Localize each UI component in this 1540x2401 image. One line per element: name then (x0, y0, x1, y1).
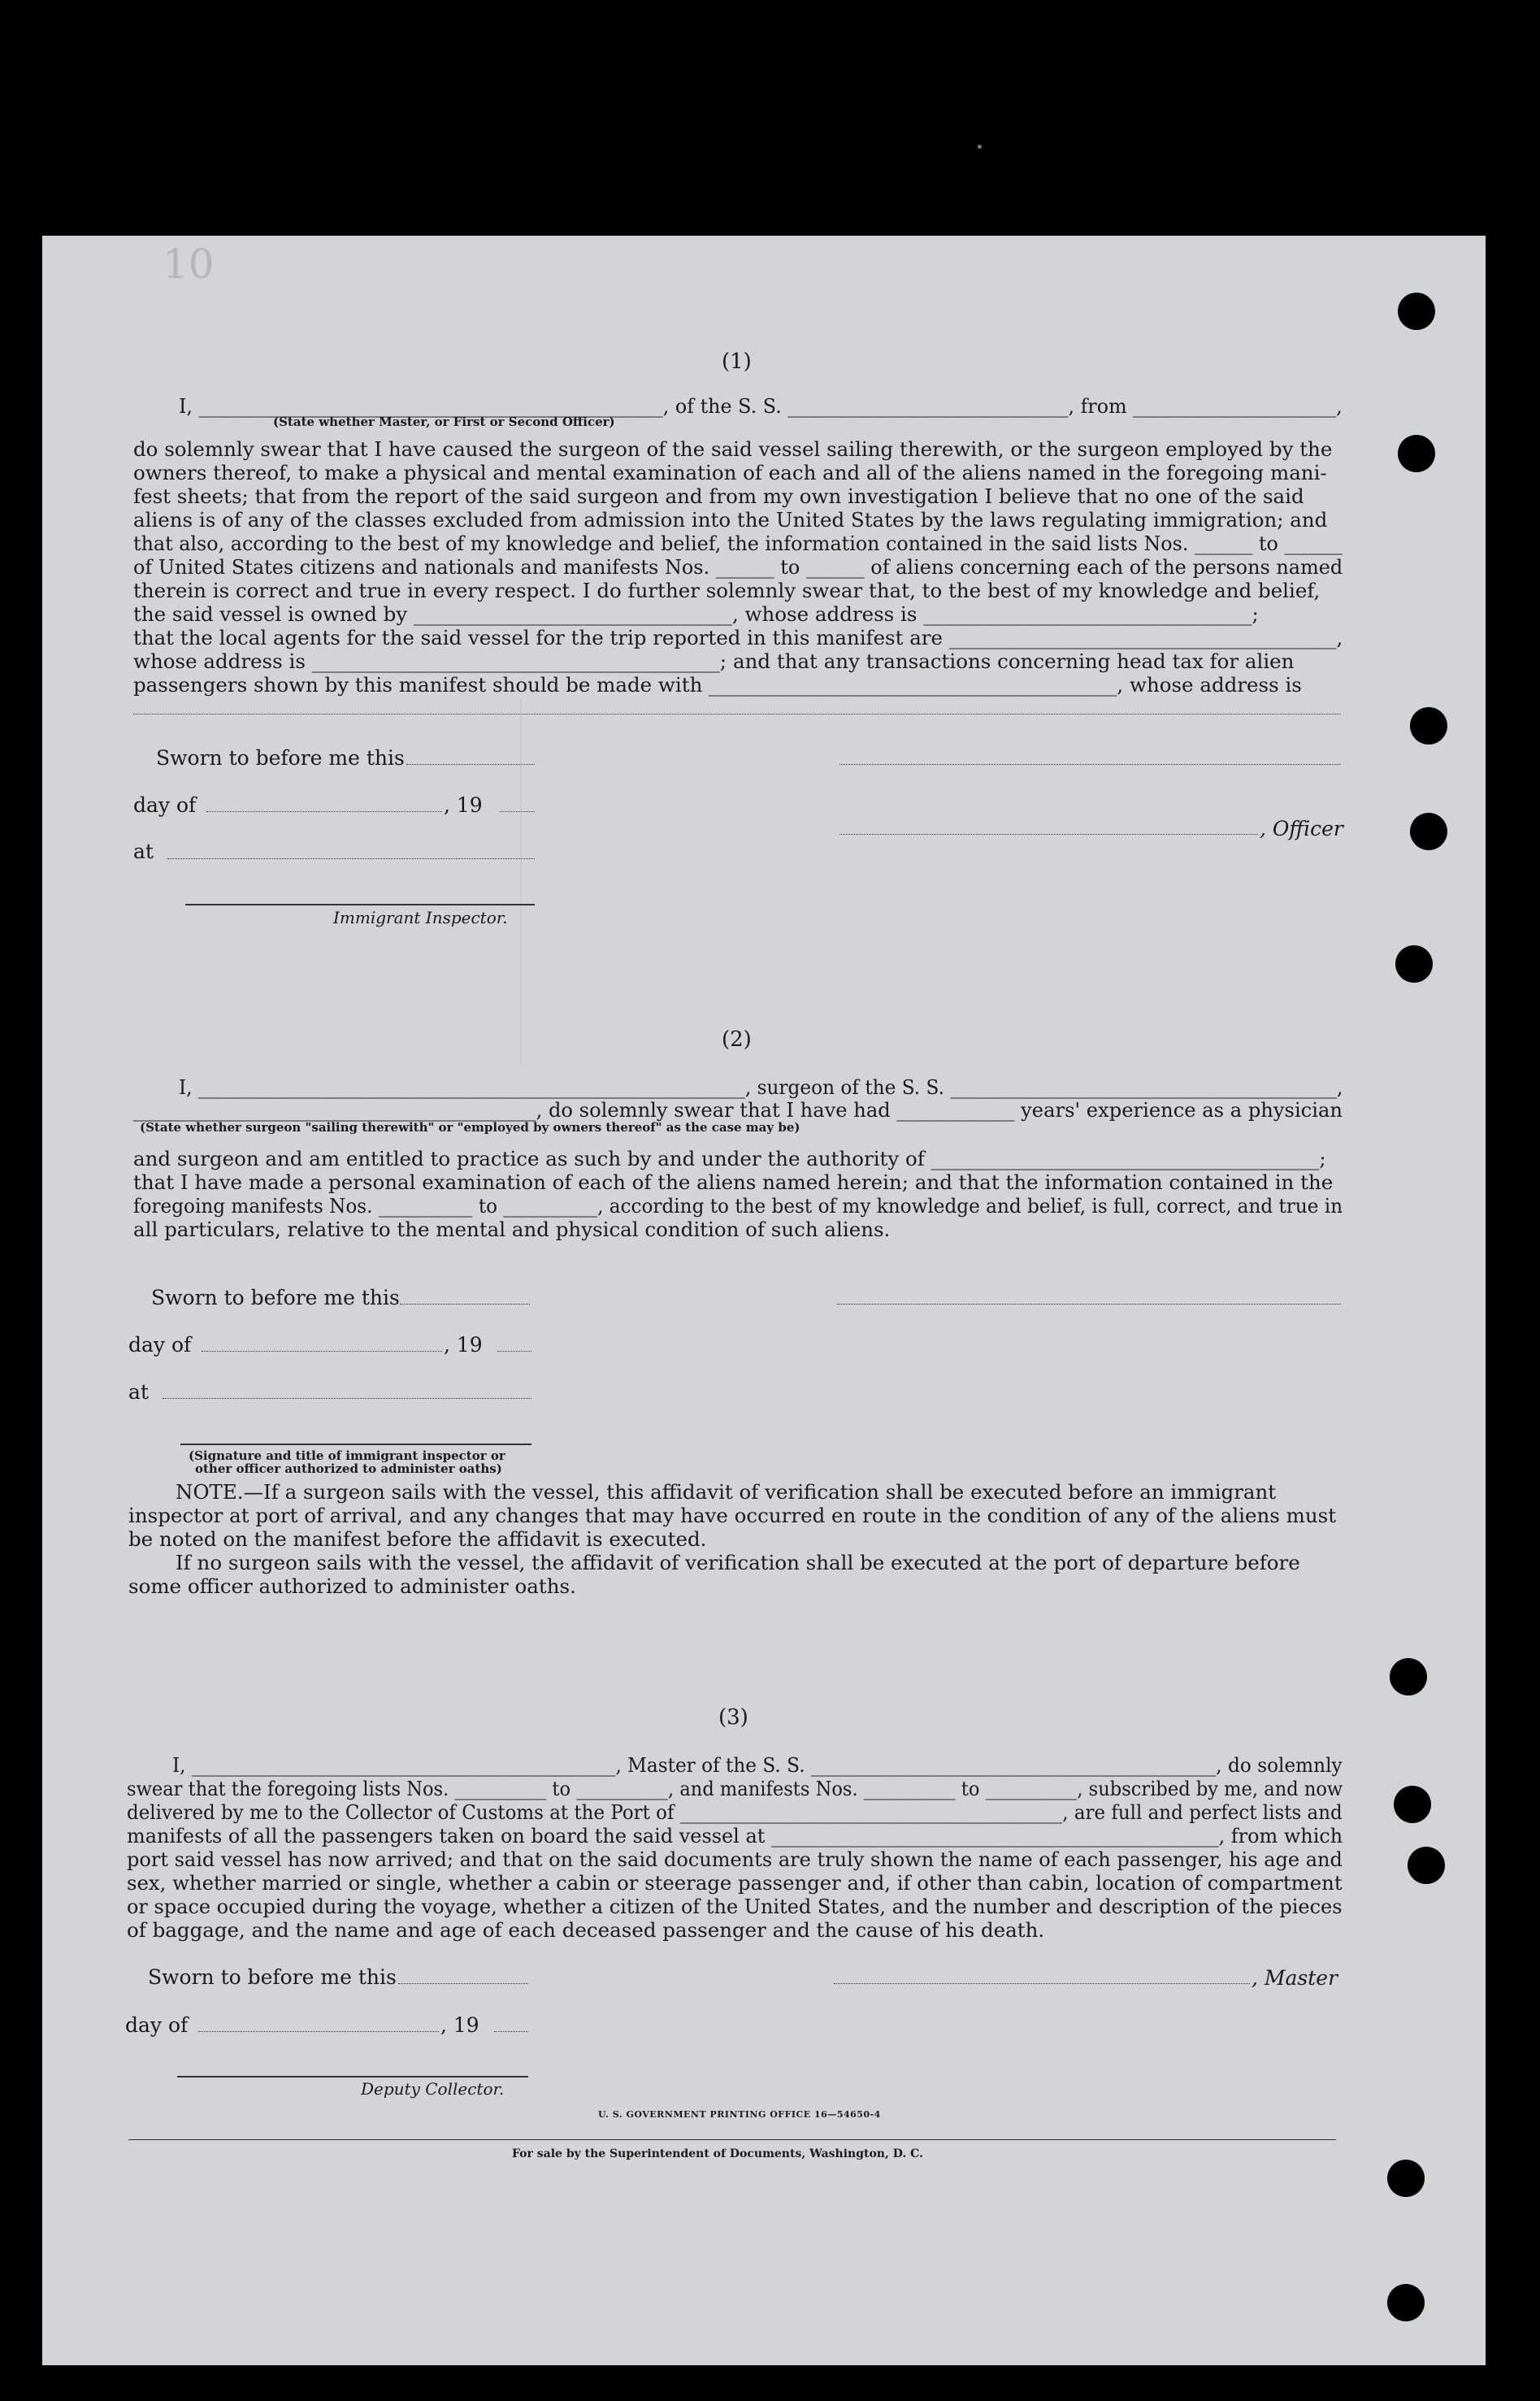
section2-sworn-label: Sworn to before me this (151, 1286, 400, 1309)
section1-sworn-line (406, 764, 535, 765)
binder-hole (1398, 435, 1435, 472)
binder-hole (1398, 293, 1435, 330)
section1-officer-line (839, 834, 1258, 835)
section3-deputy-line (177, 2076, 528, 2078)
section2-line-5: foregoing manifests Nos. __________ to __________, according to the best of my knowledge and belief, is full, correct, and true in (133, 1194, 1343, 1218)
section1-line-12: passengers shown by this manifest should be made with _________________________________________, whose address is (133, 673, 1302, 697)
section3-day-line (198, 2031, 439, 2032)
section2-signature-line (837, 1304, 1341, 1305)
section1-line-5: aliens is of any of the classes excluded from admission into the United States by the laws regulating immigration; and (133, 508, 1328, 532)
section1-sworn-label: Sworn to before me this (156, 746, 405, 770)
note-line-2: inspector at port of arrival, and any changes that may have occurred en route in the condition of any of the aliens must (128, 1504, 1337, 1527)
binder-hole (1390, 1658, 1427, 1695)
section1-officer-label: , Officer (1260, 817, 1343, 840)
section3-master-label: , Master (1252, 1966, 1338, 1990)
section2-day-line (202, 1351, 442, 1352)
binder-hole (1410, 707, 1447, 745)
section3-line-5: port said vessel has now arrived; and that on the said documents are truly shown the name of each passenger, his age and (127, 1847, 1343, 1871)
section3-day-of-label: day of (125, 2013, 189, 2037)
footer-text: For sale by the Superintendent of Documents, Washington, D. C. (512, 2147, 923, 2160)
section3-year-line (494, 2031, 528, 2032)
section1-line-4: fest sheets; that from the report of the said surgeon and from my own investigation I believe that no one of the said (133, 484, 1304, 508)
bleed-through-block (520, 699, 684, 1065)
binder-hole (1395, 945, 1433, 983)
binder-hole (1408, 1847, 1445, 1884)
section2-line-6: all particulars, relative to the mental and physical condition of such aliens. (133, 1218, 891, 1241)
section2-line-2: _________________________________________, do solemnly swear that I have had ____________ years' experience as a physician (133, 1098, 1343, 1122)
section1-line-6: that also, according to the best of my knowledge and belief, the information contained in the said lists Nos. ______ to ______ (133, 532, 1343, 555)
section1-line-7: of United States citizens and nationals and manifests Nos. ______ to ______ of aliens concerning each of the persons named (133, 555, 1343, 579)
section1-year-line (500, 811, 535, 812)
section3-line-8: of baggage, and the name and age of each deceased passenger and the cause of his death. (127, 1918, 1045, 1942)
section2-year-line (497, 1351, 531, 1352)
binder-hole (1394, 1786, 1431, 1823)
section3-master-line (834, 1983, 1250, 1984)
section3-line-1: I, _____________________________________________, Master of the S. S. ___________________________________________, do solemnly (172, 1753, 1343, 1777)
footer-rule (128, 2139, 1336, 2140)
section1-day-line (206, 811, 442, 812)
section3-line-7: or space occupied during the voyage, whether a citizen of the United States, and the number and description of the pieces (127, 1895, 1343, 1918)
note-line-5: some officer authorized to administer oaths. (128, 1574, 576, 1598)
section1-at-line (167, 858, 535, 859)
section3-line-2: swear that the foregoing lists Nos. __________ to __________, and manifests Nos. __________ to __________, subscribed by me, and now (127, 1777, 1343, 1800)
section2-at-line (163, 1398, 531, 1399)
section1-inspector-label: Immigrant Inspector. (333, 908, 508, 927)
section1-heading: (1) (722, 350, 752, 374)
section3-heading: (3) (718, 1705, 748, 1730)
section1-line-11: whose address is _________________________________________; and that any transactions concerning head tax for alien (133, 649, 1295, 673)
binder-hole (1410, 813, 1447, 850)
section1-year-label: , 19 (444, 793, 483, 817)
section2-signature-rule (180, 1444, 531, 1445)
section1-line-1: I, ________________________________________________, of the S. S. _____________________________, from _____________________, (179, 394, 1343, 418)
section1-line-9: the said vessel is owned by ________________________________, whose address is _________________________________; (133, 602, 1259, 626)
note-line-3: be noted on the manifest before the affidavit is executed. (128, 1527, 707, 1551)
section2-heading: (2) (722, 1027, 752, 1052)
note-line-4: If no surgeon sails with the vessel, the affidavit of verification shall be executed at the port of departure before (176, 1551, 1300, 1574)
section1-inspector-line (185, 904, 535, 905)
section2-line-3: and surgeon and am entitled to practice as such by and under the authority of _______________________________________; (133, 1147, 1326, 1170)
section3-year-label: , 19 (440, 2013, 479, 2037)
section1-at-label: at (133, 840, 154, 863)
section1-line-10: that the local agents for the said vessel for the trip reported in this manifest are _______________________________________, (133, 626, 1343, 649)
corner-number: 10 (163, 241, 215, 288)
section3-deputy-label: Deputy Collector. (361, 2079, 505, 2099)
gpo-line: U. S. GOVERNMENT PRINTING OFFICE 16—54650-4 (598, 2109, 881, 2120)
binder-hole (1387, 2160, 1425, 2197)
section1-line-3: owners thereof, to make a physical and mental examination of each and all of the aliens named in the foregoing mani- (133, 461, 1327, 484)
section3-line-3: delivered by me to the Collector of Customs at the Port of _________________________________________, are full and perfect lists and (127, 1800, 1343, 1824)
section3-sworn-line (398, 1983, 528, 1984)
section2-caption: (State whether surgeon "sailing therewith" or "employed by owners thereof" as the case may be) (140, 1120, 800, 1135)
section2-sig-caption-2: other officer authorized to administer oaths) (195, 1461, 502, 1476)
section2-day-of-label: day of (128, 1333, 192, 1357)
section1-officer-signature-line-top (839, 764, 1341, 765)
binder-hole (1387, 2284, 1425, 2321)
section2-line-4: that I have made a personal examination of each of the aliens named herein; and that the information contained in the (133, 1170, 1334, 1194)
speck (978, 145, 982, 149)
section2-line-1: I, __________________________________________________________, surgeon of the S. S. _________________________________________, (179, 1075, 1343, 1099)
section2-year-label: , 19 (444, 1333, 483, 1357)
section1-caption: (State whether Master, or First or Second Officer) (273, 415, 615, 429)
section1-line-8: therein is correct and true in every respect. I do further solemnly swear that, to the best of my knowledge and belief, (133, 579, 1321, 602)
section1-line-2: do solemnly swear that I have caused the surgeon of the said vessel sailing therewith, or the surgeon employed by the (133, 437, 1333, 461)
note-line-1: NOTE.—If a surgeon sails with the vessel, this affidavit of verification shall be executed before an immigrant (176, 1480, 1277, 1504)
section3-sworn-label: Sworn to before me this (148, 1965, 397, 1989)
section2-sig-caption-1: (Signature and title of immigrant inspector or (189, 1448, 505, 1463)
section1-day-of-label: day of (133, 793, 197, 817)
section3-line-6: sex, whether married or single, whether a cabin or steerage passenger and, if other than cabin, location of compartment (127, 1871, 1343, 1895)
section2-at-label: at (128, 1380, 149, 1404)
section3-line-4: manifests of all the passengers taken on board the said vessel at ______________________________________________, from which (127, 1824, 1343, 1847)
section2-sworn-line (400, 1304, 530, 1305)
